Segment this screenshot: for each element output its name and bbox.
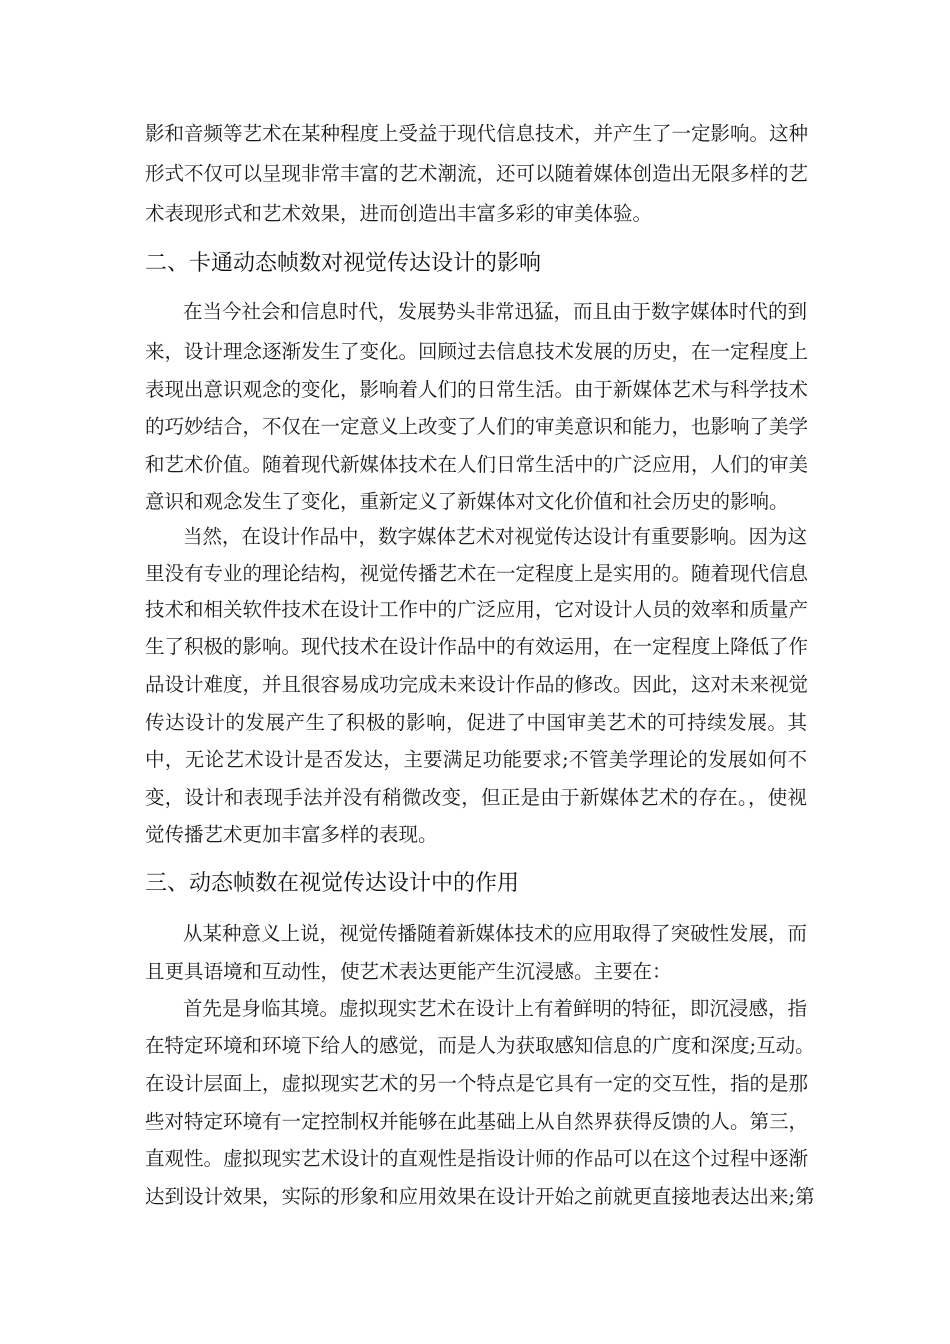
paragraph-line: 表现出意识观念的变化，影响着人们的日常生活。由于新媒体艺术与科学技术 [145,378,809,401]
paragraph-line: 形式不仅可以呈现非常丰富的艺术潮流，还可以随着媒体创造出无限多样的艺 [145,162,809,185]
paragraph-line: 中，无论艺术设计是否发达，主要满足功能要求;不管美学理论的发展如何不 [145,748,807,771]
paragraph-line: 在设计层面上，虚拟现实艺术的另一个特点是它具有一定的交互性，指的是那 [145,1072,809,1095]
paragraph-line: 技术和相关软件技术在设计工作中的广泛应用，它对设计人员的效率和质量产 [145,598,809,621]
paragraph-line: 传达设计的发展产生了积极的影响，促进了中国审美艺术的可持续发展。其 [145,711,807,734]
paragraph-line: 术表现形式和艺术效果，进而创造出丰富多彩的审美体验。 [145,202,653,225]
paragraph-line: 的巧妙结合，不仅在一定意义上改变了人们的审美意识和能力，也影响了美学 [145,415,809,438]
paragraph-line: 来，设计理念逐渐发生了变化。回顾过去信息技术发展的历史，在一定程度上 [145,340,809,363]
paragraph-line: 达到设计效果，实际的形象和应用效果在设计开始之前就更直接地表达出来;第 [145,1185,815,1208]
paragraph-line: 在特定环境和环境下给人的感觉，而是人为获取感知信息的广度和深度;互动。 [145,1034,815,1057]
paragraph-line: 些对特定环境有一定控制权并能够在此基础上从自然界获得反馈的人。第三， [145,1110,809,1133]
paragraph-line: 且更具语境和互动性，使艺术表达更能产生沉浸感。主要在： [145,960,672,983]
section-heading: 二、卡通动态帧数对视觉传达设计的影响 [145,251,542,276]
paragraph-line: 变，设计和表现手法并没有稍微改变，但正是由于新媒体艺术的存在。，使视 [145,786,807,809]
paragraph-line: 觉传播艺术更加丰富多样的表现。 [145,823,438,846]
paragraph-line: 在当今社会和信息时代，发展势头非常迅猛，而且由于数字媒体时代的到 [183,300,808,323]
paragraph-line: 当然，在设计作品中，数字媒体艺术对视觉传达设计有重要影响。因为这 [183,525,808,548]
paragraph-line: 影和音频等艺术在某种程度上受益于现代信息技术，并产生了一定影响。这种 [145,122,809,145]
paragraph-line: 从某种意义上说，视觉传播随着新媒体技术的应用取得了突破性发展，而 [183,922,808,945]
paragraph-line: 和艺术价值。随着现代新媒体技术在人们日常生活中的广泛应用，人们的审美 [145,453,809,476]
paragraph-line: 品设计难度，并且很容易成功完成未来设计作品的修改。因此，这对未来视觉 [145,673,809,696]
section-heading: 三、动态帧数在视觉传达设计中的作用 [145,871,520,896]
paragraph-line: 首先是身临其境。虚拟现实艺术在设计上有着鲜明的特征，即沉浸感，指 [183,997,808,1020]
paragraph-line: 生了积极的影响。现代技术在设计作品中的有效运用，在一定程度上降低了作 [145,635,809,658]
paragraph-line: 意识和观念发生了变化，重新定义了新媒体对文化价值和社会历史的影响。 [145,490,789,513]
paragraph-line: 直观性。虚拟现实艺术设计的直观性是指设计师的作品可以在这个过程中逐渐 [145,1147,809,1170]
paragraph-line: 里没有专业的理论结构，视觉传播艺术在一定程度上是实用的。随着现代信息 [145,562,809,585]
